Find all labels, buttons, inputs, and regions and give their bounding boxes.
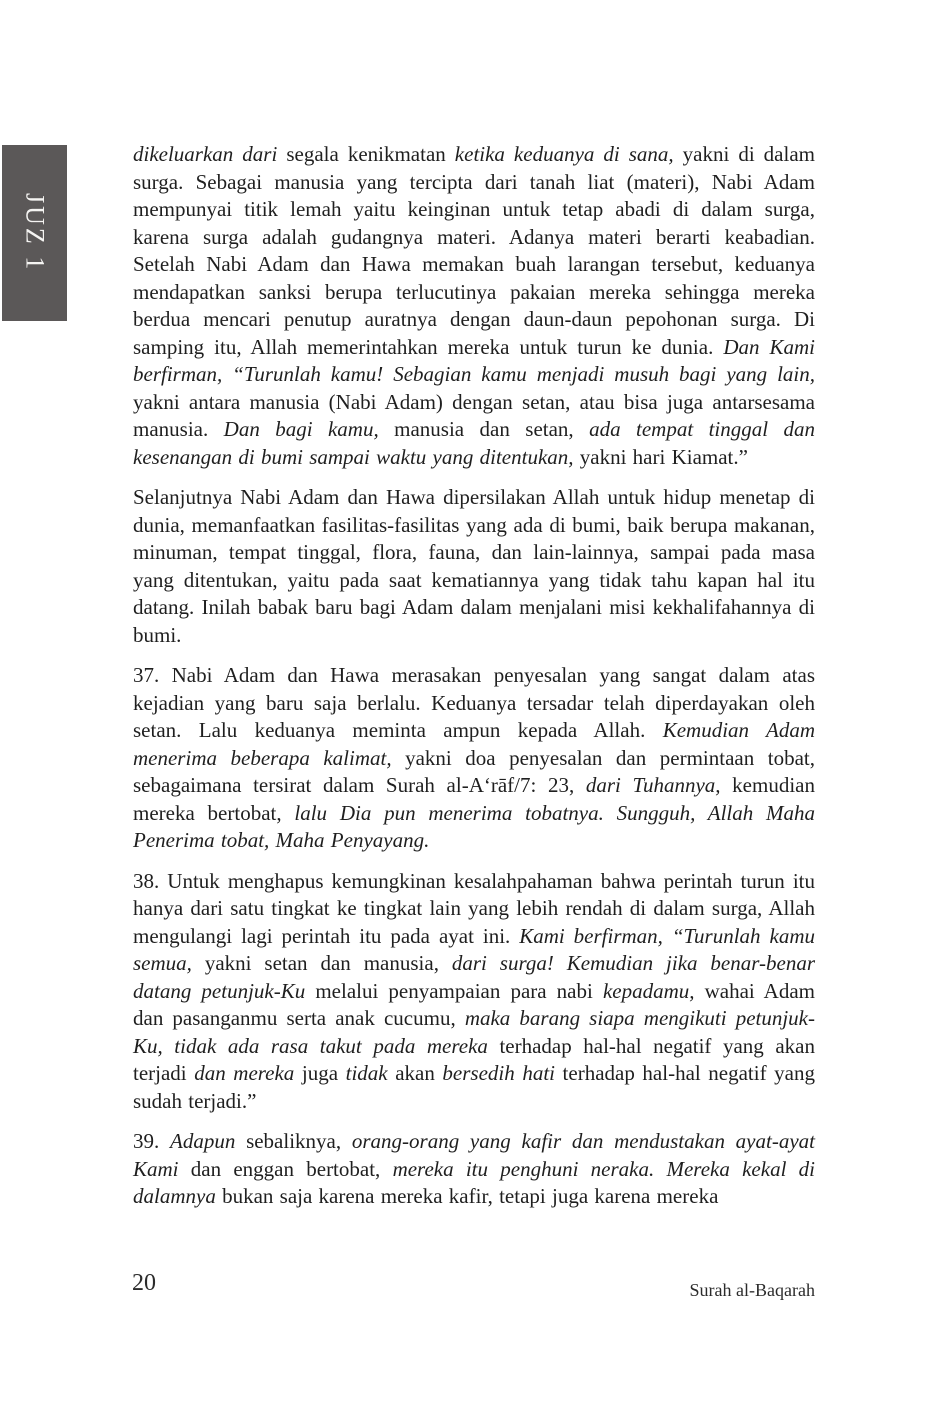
text-run: Adapun bbox=[170, 1129, 236, 1153]
paragraph bbox=[133, 1128, 815, 1211]
text-run: segala kenikmatan bbox=[277, 142, 455, 166]
juz-tab bbox=[2, 145, 67, 321]
text-run: ada tempat tinggal dan kesenangan di bumi sampai waktu yang ditentukan, bbox=[133, 417, 815, 469]
text-run: juga bbox=[294, 1061, 346, 1085]
text-run: terhadap hal-hal negatif yang sudah terjadi.” bbox=[133, 1061, 815, 1113]
text-run: Dan bagi kamu, bbox=[223, 417, 379, 441]
text-run: maka barang siapa mengikuti petunjuk-Ku, tidak ada rasa takut pada mereka bbox=[133, 1006, 815, 1058]
text-run: yakni antara manusia (Nabi Adam) dengan setan, atau bisa juga antarsesama manusia. bbox=[133, 389, 815, 441]
text-run: dan enggan bertobat, bbox=[178, 1156, 393, 1181]
text-run: tidak bbox=[345, 1061, 388, 1085]
text-run: yakni setan dan manusia, bbox=[191, 951, 452, 975]
text-run: dari surga! Kemudian jika benar-benar datang petunjuk-Ku bbox=[133, 951, 815, 1003]
text-run: Kemudian Adam menerima beberapa kalimat, bbox=[133, 718, 816, 770]
paragraph bbox=[133, 484, 815, 649]
text-run: kepadamu, bbox=[602, 978, 695, 1003]
body-text-column bbox=[133, 141, 815, 1224]
text-run: 38. Untuk menghapus kemungkinan kesalahpahaman bahwa perintah turun itu hanya dari satu tingkat ke tingkat lain yang lebih rendah di dalam surga, Allah mengulangi lagi perintah itu pada ayat ini. bbox=[133, 868, 815, 948]
text-run: bukan saja karena mereka kafir, tetapi juga karena mereka bbox=[215, 1184, 719, 1208]
text-run: yakni doa penyesalan dan permintaan tobat, sebagaimana tersirat dalam Surah al-A‘rāf/7: 23, bbox=[133, 745, 815, 797]
text-run: Selanjutnya Nabi Adam dan Hawa dipersilakan Allah untuk hidup menetap di dunia, memanfaatkan fasilitas-fasilitas yang ada di bumi, baik berupa makanan, minuman, tempat tinggal, flora, fauna, dan lain-lainnya, sampai pada masa yang ditentukan, yaitu pada saat kematiannya yang tidak tahu kapan hal itu datang. Inilah babak baru bagi Adam dalam menjalani misi kekhalifahannya di bumi. bbox=[133, 485, 815, 647]
text-run: yakni di dalam surga. Sebagai manusia yang tercipta dari tanah liat (materi), Nabi Adam mempunyai titik lemah yaitu keinginan untuk tetap abadi di dalam surga, karena surga adalah gudangnya materi. Adanya materi berarti keabadian. Setelah Nabi Adam dan Hawa memakan buah larangan tersebut, keduanya mendapatkan sanksi berupa terlucutinya pakaian mereka sehingga mereka berdua mencari penutup auratnya dengan daun-daun pepohonan surga. Di samping itu, Allah memerintahkan mereka untuk turun ke dunia. bbox=[133, 142, 815, 359]
text-run: mereka itu penghuni neraka. Mereka kekal di dalamnya bbox=[133, 1156, 815, 1208]
running-title: Surah al-Baqarah bbox=[689, 1280, 815, 1300]
text-run: dikeluarkan dari bbox=[133, 142, 278, 166]
text-run: manusia dan setan, bbox=[378, 417, 590, 441]
text-run: sebaliknya, bbox=[235, 1129, 352, 1153]
text-run: bersedih hati bbox=[442, 1061, 555, 1085]
text-run: yakni hari Kiamat.” bbox=[573, 444, 748, 469]
text-run: akan bbox=[387, 1061, 443, 1085]
text-run: 39. bbox=[133, 1129, 170, 1153]
text-run: kemudian mereka bertobat, bbox=[133, 773, 815, 825]
text-run: dan mereka bbox=[194, 1061, 295, 1085]
text-run: wahai Adam dan pasanganmu serta anak cucumu, bbox=[133, 978, 815, 1030]
paragraph bbox=[133, 662, 815, 855]
text-run: 37. Nabi Adam dan Hawa merasakan penyesalan yang sangat dalam atas kejadian yang baru saja berlalu. Keduanya tersadar telah diperdayakan oleh setan. Lalu keduanya meminta ampun kepada Allah. bbox=[133, 663, 815, 742]
text-run: Kami berfirman, “Turunlah kamu semua, bbox=[133, 923, 815, 975]
text-run: melalui penyampaian para nabi bbox=[305, 978, 603, 1003]
text-run: terhadap hal-hal negatif yang akan terjadi bbox=[133, 1033, 815, 1085]
paragraph bbox=[133, 868, 815, 1116]
page-number: 20 bbox=[132, 1270, 156, 1296]
paragraph bbox=[133, 141, 815, 471]
text-run: dari Tuhannya, bbox=[585, 773, 721, 797]
text-run: orang-orang yang kafir dan mendustakan ayat-ayat Kami bbox=[133, 1129, 815, 1181]
text-run: lalu Dia pun menerima tobatnya. Sungguh, Allah Maha Penerima tobat, Maha Penyayang. bbox=[133, 800, 816, 852]
text-run: Dan Kami berfirman, “Turunlah kamu! Sebagian kamu menjadi musuh bagi yang lain, bbox=[133, 334, 815, 386]
text-run: ketika keduanya di sana, bbox=[454, 142, 674, 166]
juz-tab-label: JUZ 1 bbox=[20, 193, 50, 273]
